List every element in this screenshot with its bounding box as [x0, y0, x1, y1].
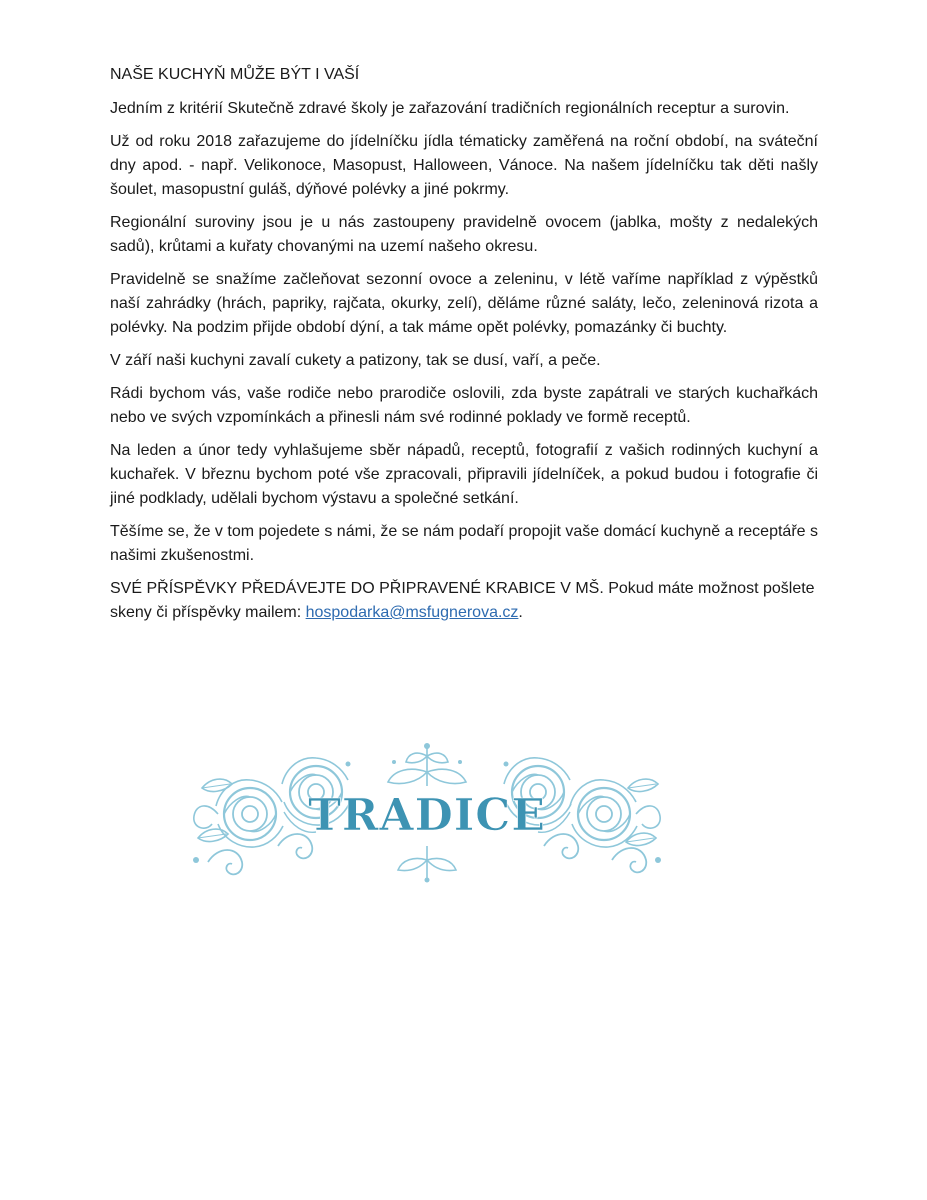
paragraph-invitation: Rádi bychom vás, vaše rodiče nebo prarodiče oslovili, zda byste zapátrali ve starých kuchařkách nebo ve svých vzpomínkách a přinesli nám své rodinné poklady ve formě receptů.: [110, 385, 818, 426]
submission-text: SVÉ PŘÍSPĚVKY PŘEDÁVEJTE DO PŘIPRAVENÉ KRABICE V MŠ. Pokud máte možnost pošlete skeny či příspěvky mailem:: [110, 580, 815, 621]
tradice-logo: [188, 742, 666, 884]
ornament-bottom-center: [398, 846, 456, 883]
paragraph-themed-meals: Už od roku 2018 zařazujeme do jídelníčku jídla tématicky zaměřená na roční období, na sváteční dny apod. - např. Velikonoce, Masopust, Halloween, Vánoce. Na našem jídelníčku tak děti našly šoulet, masopustní guláš, dýňové polévky a jiné pokrmy.: [110, 133, 818, 198]
document-title: NAŠE KUCHYŇ MŮŽE BÝT I VAŠÍ: [110, 66, 360, 83]
paragraph-regional-ingredients: Regionální suroviny jsou je u nás zastoupeny pravidelně ovocem (jablka, mošty z nedalekých sadů), krůtami a kuřaty chovanými na uzemí našeho okresu.: [110, 214, 818, 255]
paragraph-seasonal-produce: Pravidelně se snažíme začleňovat sezonní ovoce a zeleninu, v létě vaříme například z výpěstků naší zahrádky (hrách, papriky, rajčata, okurky, zelí), děláme různé saláty, lečo, zeleninová rizota a polévky. Na podzim přijde období dýní, a tak máme opět polévky, pomazánky či buchty.: [110, 271, 818, 336]
paragraph-submission: [110, 577, 818, 625]
paragraph-zucchini: V září naši kuchyni zavalí cukety a patizony, tak se dusí, vaří, a peče.: [110, 352, 601, 369]
paragraph-collection: Na leden a únor tedy vyhlašujeme sběr nápadů, receptů, fotografií z vašich rodinných kuchyní a kuchařek. V březnu bychom poté vše zpracovali, připravili jídelníček, a pokud budou i fotografie či jiné podklady, udělali bychom výstavu a společné setkání.: [110, 442, 818, 507]
email-link[interactable]: hospodarka@msfugnerova.cz: [305, 604, 519, 621]
ornament-top-center: [388, 743, 466, 786]
logo-wordmark: TRADICE: [308, 790, 546, 841]
submission-end: .: [518, 604, 523, 621]
paragraph-closing: Těšíme se, že v tom pojedete s námi, že se nám podaří propojit vaše domácí kuchyně a receptáře s našimi zkušenostmi.: [110, 523, 818, 564]
paragraph-criteria: Jedním z kritérií Skutečně zdravé školy je zařazování tradičních regionálních receptur a surovin.: [110, 100, 790, 117]
document-body: [110, 63, 818, 634]
